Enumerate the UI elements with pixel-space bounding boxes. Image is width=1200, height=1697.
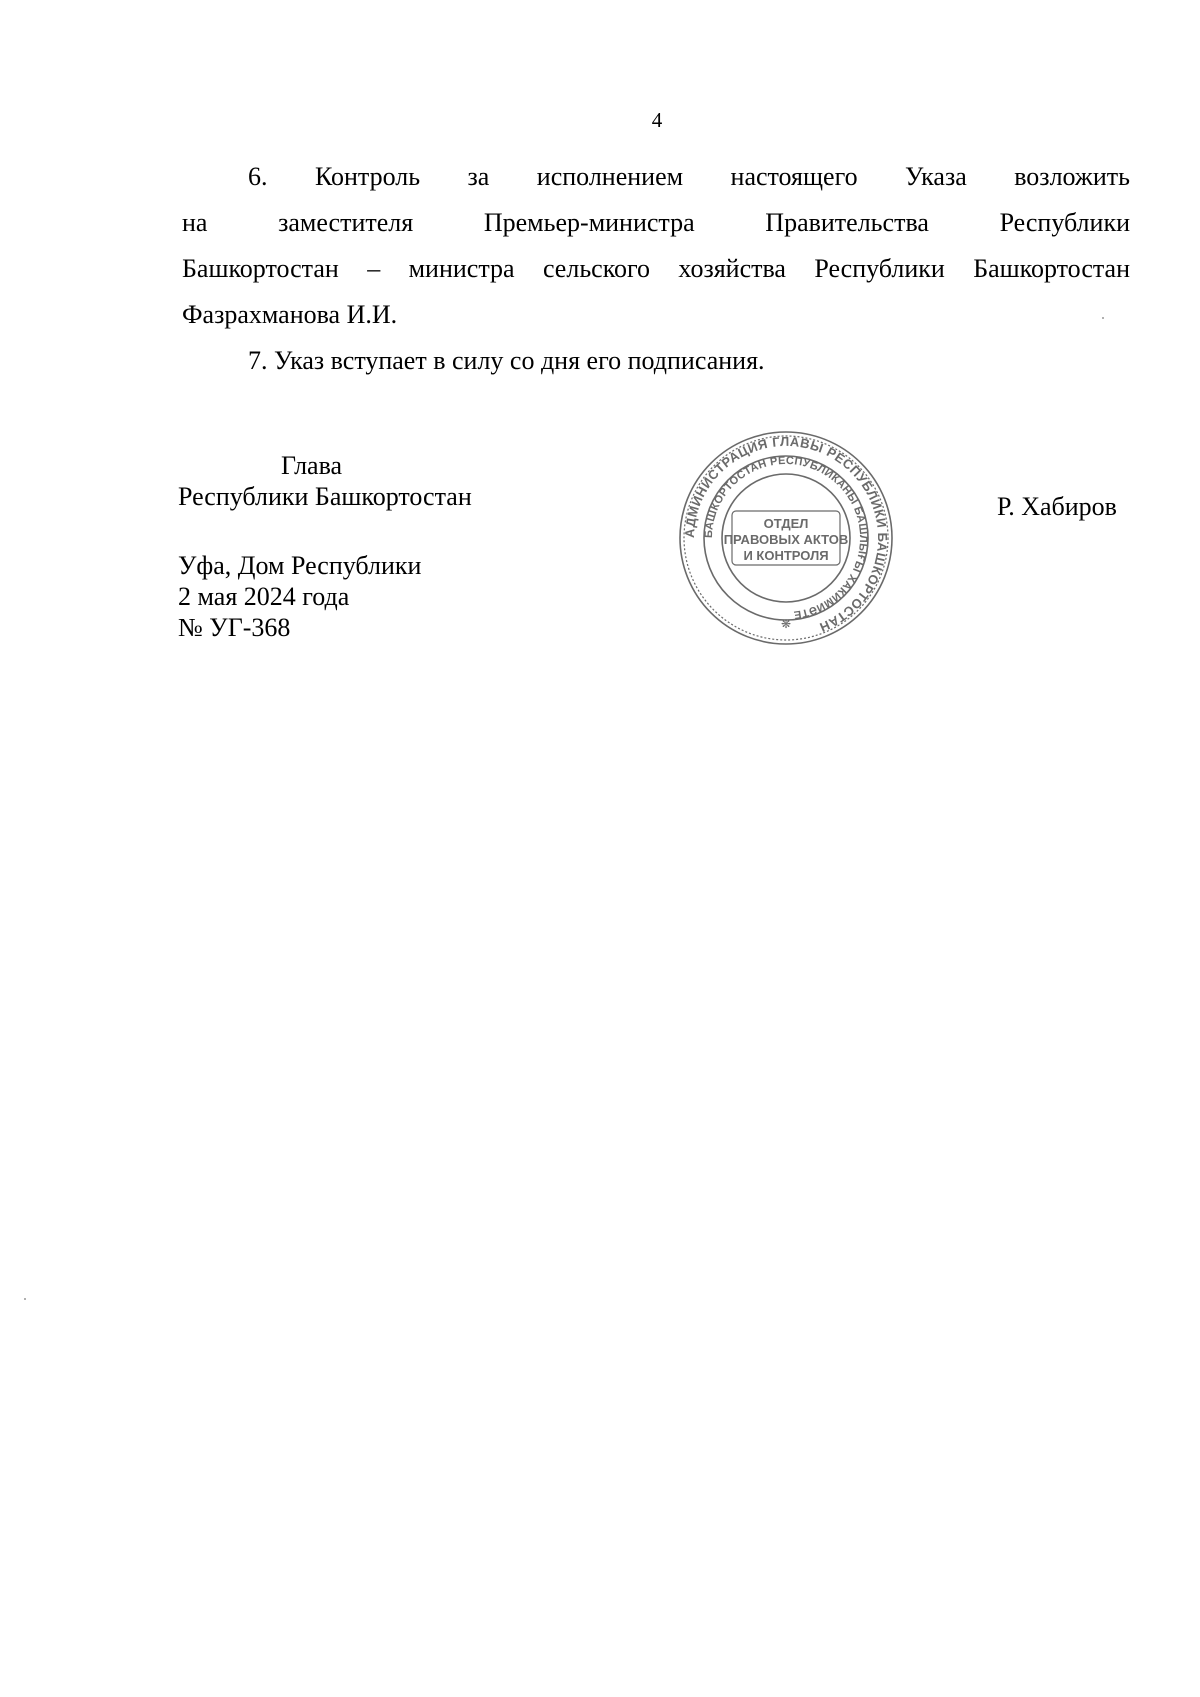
paragraph-6-line: 6. Контроль за исполнением настоящего Указа возложить [248, 162, 1130, 191]
paragraph-6-line: Фазрахманова И.И. [182, 300, 398, 329]
signatory-title-line2: Республики Башкортостан [178, 482, 472, 511]
seal-star-icon: ❋ [780, 617, 792, 631]
scan-speck [24, 1298, 26, 1300]
signing-place: Уфа, Дом Республики [178, 551, 422, 580]
paragraph-7: 7. Указ вступает в силу со дня его подписания. [248, 346, 765, 375]
seal-center-line1: ОТДЕЛ [763, 516, 809, 531]
signing-date: 2 мая 2024 года [178, 582, 350, 611]
seal-center-line3: И КОНТРОЛЯ [743, 548, 829, 563]
signatory-title-line1: Глава [281, 451, 343, 480]
seal-outer-textpath: АДМИНИСТРАЦИЯ ГЛАВЫ РЕСПУБЛИКИ БАШКОРТОСТАН [681, 433, 891, 636]
paragraph-6 [182, 154, 1130, 338]
decree-number: № УГ-368 [178, 613, 291, 642]
paragraph-6-line: на заместителя Премьер-министра Правительства Республики [182, 208, 1130, 237]
page-number: 4 [651, 108, 663, 132]
seal-center-line2: ПРАВОВЫХ АКТОВ [723, 532, 849, 547]
scan-speck [1102, 317, 1104, 319]
place-date-number [178, 550, 421, 643]
signatory-title [178, 450, 472, 512]
official-seal [676, 428, 896, 648]
seal-inner-textpath: БАШКОРТОСТАН РЕСПУБЛИКАНЫ БАШЛЫҒЫ ХАКИМИӘТЕ [702, 454, 870, 621]
signatory-name: Р. Хабиров [997, 492, 1117, 521]
paragraph-6-line: Башкортостан – министра сельского хозяйства Республики Башкортостан [182, 254, 1130, 283]
